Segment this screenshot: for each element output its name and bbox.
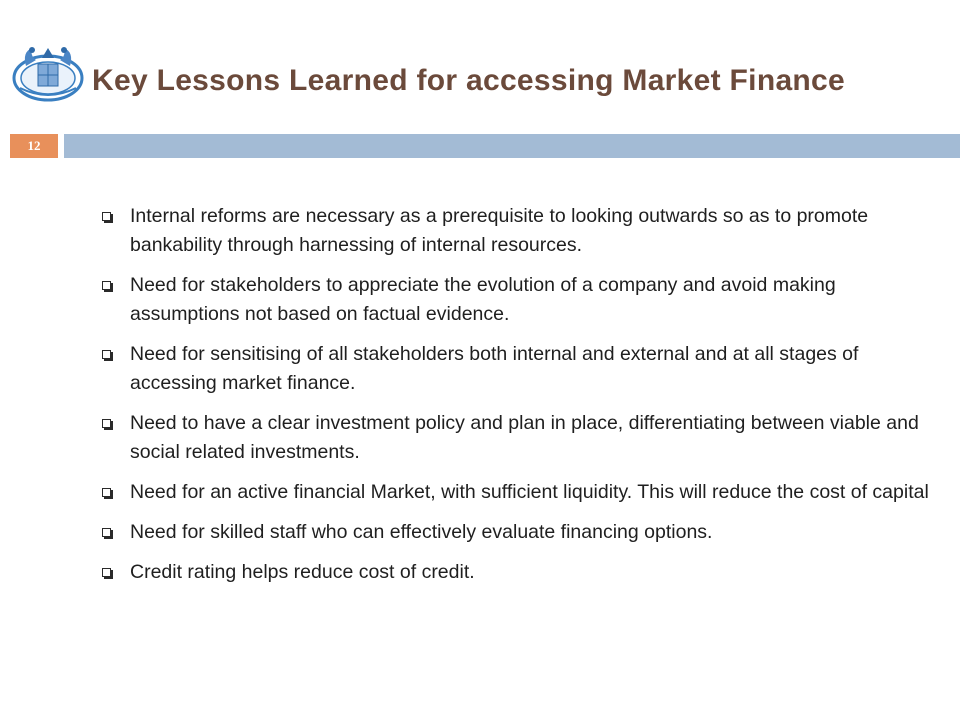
square-bullet-icon — [102, 281, 111, 290]
bullet-text: Internal reforms are necessary as a prerequisite to looking outwards so as to promote bankability through harnessing of internal resources. — [130, 205, 869, 256]
square-bullet-icon — [102, 419, 111, 428]
bullet-text: Need for stakeholders to appreciate the evolution of a company and avoid making assumptions not based on factual evidence. — [130, 274, 836, 325]
square-bullet-icon — [102, 212, 111, 221]
square-bullet-icon — [102, 488, 111, 497]
bullet-text: Need to have a clear investment policy and plan in place, differentiating between viable and social related investments. — [130, 412, 919, 463]
list-item — [100, 478, 930, 507]
bullet-text: Need for sensitising of all stakeholders both internal and external and at all stages of accessing market finance. — [130, 343, 859, 394]
list-item — [100, 518, 930, 547]
slide-title: Key Lessons Learned for accessing Market Finance — [92, 64, 846, 97]
square-bullet-icon — [102, 350, 111, 359]
city-crest-logo — [8, 36, 88, 106]
slide-number-badge: 12 — [10, 134, 58, 158]
bullet-text: Need for an active financial Market, with sufficient liquidity. This will reduce the cost of capital — [130, 481, 929, 503]
header-band — [64, 134, 960, 158]
list-item — [100, 202, 930, 260]
bullet-text: Need for skilled staff who can effectively evaluate financing options. — [130, 521, 713, 543]
square-bullet-icon — [102, 528, 111, 537]
list-item — [100, 271, 930, 329]
list-item — [100, 340, 930, 398]
list-item — [100, 409, 930, 467]
bullet-list — [100, 202, 930, 598]
bullet-text: Credit rating helps reduce cost of credit. — [130, 561, 475, 583]
square-bullet-icon — [102, 568, 111, 577]
list-item — [100, 558, 930, 587]
